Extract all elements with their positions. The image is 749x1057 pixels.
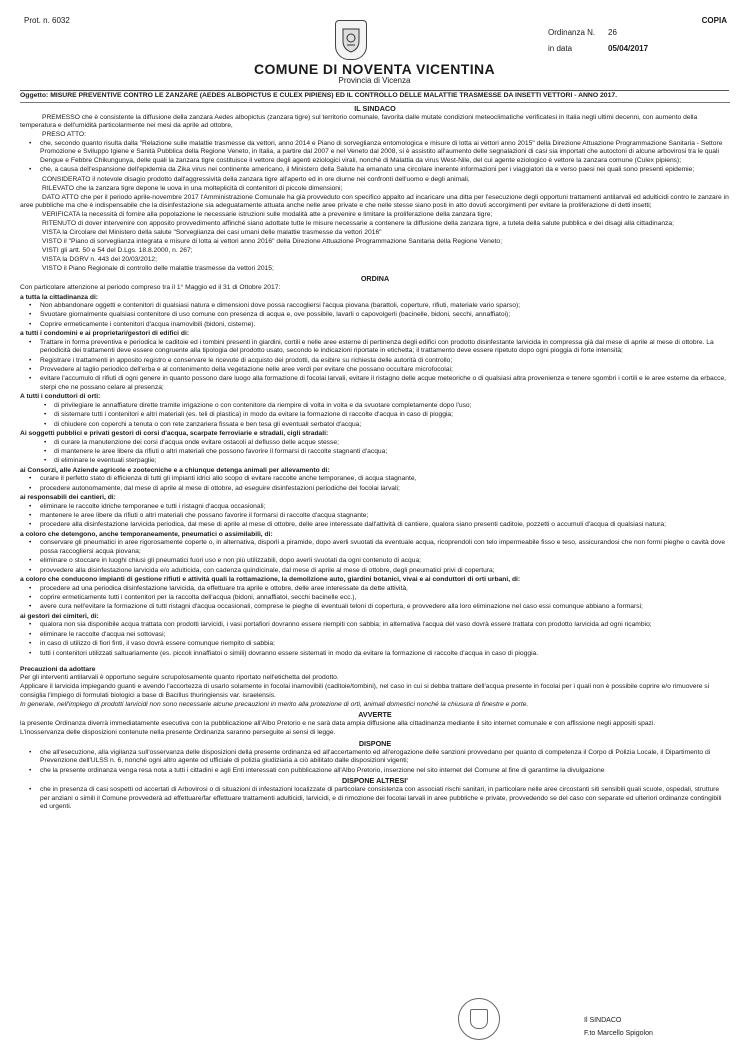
list-item: • evitare l'accumulo di rifiuti di ogni genere in quanto possono dare luogo alla formazione di focolai larvali, evitare il ristagno delle acque meteoriche o di qualsiasi altra provenienza e tenere sgombri i cortili e le aree esterne da erbacce, sterpi che ne possano celare al presenza; (40, 375, 730, 392)
period-line: Con particolare attenzione al periodo compreso tra il 1° Maggio ed il 31 di Ottobre 2017: (20, 284, 281, 292)
list-item: • di chiudere con coperchi a tenuta o con rete zanzariera fissata e ben tesa gli eventuali serbatoi d'acqua; (40, 421, 730, 429)
premesso-paragraph: PREMESSO che è consistente la diffusione della zanzara Aedes albopictus (zanzara tigre) sul territorio comunale, favorita dalle mutate condizioni meteoclimatiche verificatesi in Italia negli ultimi decenni, con aumento della temperatura e dell'umidità particolarmente nei mesi da aprile ad ottobre, (20, 113, 698, 130)
list-item: • di sistemare tutti i contenitori e altri materiali (es. teli di plastica) in modo da evitare la formazione di raccolte d'acqua in caso di pioggia; (40, 411, 730, 419)
avverte-text: la presente Ordinanza diverrà immediatamente esecutiva con la pubblicazione all'Albo Pretorio e ne sarà data ampia diffusione alla cittadinanza mediante il sito internet comunale e con affissione negli appositi spazi. (20, 720, 656, 728)
ordinance-date-label: in data (548, 44, 573, 53)
list-item: • procedere alla disinfestazione larvicida periodica, dal mese di aprile al mese di ottobre, delle aree interessate dall'attività di cantiere, qualora siano presenti caditoie, pozzetti o accumuli d'acqua di qualsiasi natura; (40, 521, 730, 529)
section-title: Ai soggetti pubblici e privati gestori di corsi d'acqua, scarpate ferroviarie e stradali, cigli stradali: (20, 430, 329, 438)
cittadinanza-list (20, 302, 730, 329)
section-title: ai gestori dei cimiteri, di: (20, 612, 99, 620)
list-item: • di eliminare le eventuali sterpaglie; (40, 457, 730, 465)
considerato-paragraph: CONSIDERATO il notevole disagio prodotto dall'aggressività della zanzara tigre all'aperto ed in ore diurne nei confronti dell'uomo e degli animali, (42, 175, 470, 183)
dispone-heading: DISPONE (358, 738, 392, 748)
list-item: • eliminare o stoccare in luoghi chiusi gli pneumatici fuori uso e non più utilizzabili, dopo averli svuotati da ogni contenuto di acqua; (40, 557, 730, 565)
page-title: COMUNE DI NOVENTA VICENTINA (253, 61, 496, 77)
precautions-title: Precauzioni da adottare (20, 666, 96, 673)
list-item: • che, secondo quanto risulta dalla "Relazione sulle malattie trasmesse da vettori, anno 2014 e Piano di sorveglianza entomologica e misure di lotta ai vettori anno 2015" della Direzione Attuazione Programmazione Sanitaria - Settore Promozione e Sviluppo Igiene e Sanità Pubblica della Regione Veneto, in Italia, a partire dal 2007 e nel Veneto dal 2008, si è assistito all'aumento delle segnalazioni di casi sia importati che autoctoni di alcune arbovirosi tra le quali Dengue e Febbre Chikungunya, delle quali la zanzara tigre costituisce il vettore degli agenti eziologici virali, nonché di Malattia da virus West-Nile, del cui agente eziologico è vettore la zanzara comune (Culex pipiens); (40, 140, 730, 165)
list-item: • Registrare i trattamenti in apposito registro e conservare le ricevute di acquisto dei prodotti, da esibire su richiesta delle autorità di controllo; (40, 357, 730, 365)
ordina-heading: ORDINA (360, 274, 390, 283)
municipal-crest-icon (335, 20, 367, 60)
list-item: • eliminare le raccolte d'acqua nei sottovasi; (40, 631, 730, 639)
list-item: • procedere ad una periodica disinfestazione larvicida, da effettuare tra aprile e ottobre, delle aree interessate da dette attività, (40, 585, 730, 593)
visti-line: VISTO il Piano Regionale di controllo delle malattie trasmesse da vettori 2015; (42, 264, 274, 272)
consorzi-list (20, 475, 730, 493)
list-item: • che, a causa dell'espansione dell'epidemia da Zika virus nei continente americano, il Ministero della Salute ha emanato una circolare inerente informazioni per i viaggiatori da e verso paesi nei quali sono presenti epidemie; (40, 166, 730, 174)
soggetti-list (20, 439, 730, 466)
precautions-text: Applicare il larvicida impiegando guanti e avendo l'accortezza di usarlo solamente in focolai inamovibili (caditoie/tombini), nel caso in cui si debba trattare dell'acqua presente in focolai per i quali non è possibile coprire e/o rimuovere si consiglia l'impiego di formulati biologici a base di Bacillus thuringiensis var. israelensis. (20, 683, 710, 699)
precautions-text: Per gli interventi antilarvali è opportuno seguire scrupolosamente quanto riportato nell'etichetta del prodotto. (20, 674, 339, 682)
dato-atto-paragraph: DATO ATTO che per il periodo aprile-novembre 2017 l'Amministrazione Comunale ha già provveduto con specifico appalto ad incaricare una ditta per l'esecuzione degli opportuni trattamenti antilarvali ed adulticidi contro le zanzare in aree pubbliche ma che è indispensabile che la disinfestazione sia adeguatamente attuata anche nelle aree private e che nelle stesse siano posti in atto dovuti accorgimenti per evitare la proliferazione di detti insetti; (20, 193, 729, 209)
signature-block (584, 1017, 653, 1043)
list-item: • conservare gli pneumatici in aree rigorosamente coperte o, in alternativa, disporli a piramide, dopo averli svuotati da eventuale acqua, ricoprendoli con telo impermeabile fisso e teso, assicurandosi che non formi pieghe o cavità dove possa raccogliersi acqua piovana; (40, 539, 730, 556)
list-item: • mantenere le aree libere da rifiuti o altri materiali che possano favorire il formarsi di raccolte d'acqua stagnante; (40, 512, 730, 520)
list-item: • Svuotare giornalmente qualsiasi contenitore di uso comune con presenza di acqua e, ove possibile, lavarli o capovolgerli (bacinelle, bidoni, secchi, annaffiatoi); (40, 311, 730, 319)
list-item: • Coprire ermeticamente i contenitori d'acqua inamovibili (bidoni, cisterne). (40, 321, 730, 329)
list-item: • eliminare le raccolte idriche temporanee e tutti i ristagni d'acqua occasionali; (40, 503, 730, 511)
list-item: • di privilegiare le annaffiature dirette tramite irrigazione o con contenitore da riempire di volta in volta e da svuotare completamente dopo l'uso; (40, 402, 730, 410)
rilevato-paragraph: RILEVATO che la zanzara tigre depone le uova in una molteplicità di contenitori di piccole dimensioni; (42, 184, 343, 192)
visti-line: VISTA la DGRV n. 443 del 20/03/2012; (42, 255, 157, 263)
list-item: • Non abbandonare oggetti e contenitori di qualsiasi natura e dimensioni dove possa raccogliersi l'acqua piovana (barattoli, coperture, rifiuti, materiale vario sparso); (40, 302, 730, 310)
list-item: • procedere autonomamente, dal mese di aprile al mese di ottobre, ad eseguire disinfestazioni periodiche dei focolai larvali; (40, 485, 730, 493)
list-item: • coprire ermeticamente tutti i contenitori per la raccolta dell'acqua (bidoni, annaffiatoi, secchi bacinelle ecc.), (40, 594, 730, 602)
section-title: ai Consorzi, alle Aziende agricole e zootecniche e a chiunque detenga animali per allevamento di: (20, 466, 330, 474)
precautions-note: In generale, nell'impiego di prodotti larvicidi non sono necessarie alcune precauzioni in merito alla protezione di orti, animali domestici nonché la chiusura di finestre e porte. (20, 700, 529, 708)
dispone-altresi-heading: DISPONE ALTRESI' (341, 776, 408, 785)
signature-title: Il SINDACO (584, 1017, 622, 1024)
list-item: • che all'esecuzione, alla vigilanza sull'osservanza delle disposizioni della presente ordinanza ed all'accertamento ed all'erogazione delle sanzioni provvedano per quanto di competenza il Corpo di Polizia Locale, il Dipartimento di Prevenzione dell'ULSS n. 6, nonché ogni altro agente od ufficiale di polizia giudiziaria a ciò abilitato dalle disposizioni vigenti; (40, 749, 730, 766)
document-header (0, 0, 749, 100)
avverte-text: L'inosservanza delle disposizioni contenute nella presente Ordinanza saranno perseguite ai sensi di legge. (20, 729, 336, 737)
page-subtitle: Provincia di Vicenza (338, 76, 411, 85)
visti-line: VISTO il "Piano di sorveglianza integrata e misure di lotta ai vettori anno 2016" della Direzione Attuazione Programmazione Sanitaria della Regione Veneto; (42, 237, 503, 245)
list-item: • Trattare in forma preventiva e periodica le caditoie ed i tombini presenti in giardini, cortili e nelle aree esterne di pertinenza degli edifici con prodotto disinfestante larvicida in compressa già dal mese di aprile al mese di ottobre. La periodicità dei trattamenti deve essere congruente alla tipologia del prodotto usato, secondo le indicazioni riportate in etichetta; il trattamento deve essere ripetuto dopo ogni pioggia di forte intensità; (40, 339, 730, 356)
cimiteri-list (20, 621, 730, 658)
ordinance-date-value: 05/04/2017 (608, 44, 649, 53)
condomini-list (20, 339, 730, 393)
preso-atto-list (20, 140, 730, 175)
cantieri-list (20, 503, 730, 530)
altresi-list (20, 786, 730, 811)
section-title: a coloro che detengono, anche temporaneamente, pneumatici o assimilabili, di: (20, 530, 273, 538)
impianti-list (20, 585, 730, 612)
section-title: ai responsabili dei cantieri, di: (20, 494, 116, 502)
list-item: • di mantenere le aree libere da rifiuti o altri materiali che possono favorire il formarsi di raccolte stagnanti d'acqua; (40, 448, 730, 456)
list-item: • che la presente ordinanza venga resa nota a tutti i cittadini e agli Enti interessati con pubblicazione all'Albo Pretorio, inserzione nel sito internet del Comune al fine di garantirne la divulgazione (40, 767, 730, 775)
verificata-paragraph: VERIFICATA la necessità di fornire alla popolazione le necessarie istruzioni sulle modalità atte a prevenire e limitare la proliferazione della zanzara tigre; (42, 210, 493, 218)
subject-line: Oggetto: MISURE PREVENTIVE CONTRO LE ZANZARE (AEDES ALBOPICTUS E CULEX PIPIENS) ED IL CONTROLLO DELLE MALATTIE TRASMESSE DA INSETTI VETTORI - ANNO 2017. (20, 92, 730, 103)
ordinance-number-value: 26 (608, 28, 617, 37)
list-item: • curare il perfetto stato di efficienza di tutti gli impianti idrici allo scopo di evitare raccolte anche temporanee, di acqua stagnante, (40, 475, 730, 483)
list-item: • avere cura nell'evitare la formazione di tutti ristagni d'acqua occasionali, comprese le pieghe di eventuali teloni di copertura, e provvedere alla loro eliminazione nel caso essi comunque abbiano a formarsi; (40, 603, 730, 611)
list-item: • di curare la manutenzione dei corsi d'acqua onde evitare ostacoli al deflusso delle acque stesse; (40, 439, 730, 447)
list-item: • provvedere alla disinfestazione larvicida e/o adulticida, con cadenza quindicinale, dal mese di aprile al mese di ottobre, degli pneumatici privi di copertura; (40, 567, 730, 575)
list-item: • in caso di utilizzo di fiori finti, il vaso dovrà essere comunque riempito di sabbia; (40, 640, 730, 648)
visti-line: VISTI gli artt. 50 e 54 del D.Lgs. 18.8.2000, n. 267; (42, 246, 193, 254)
section-title: a tutti i condomini e ai proprietari/gestori di edifici di: (20, 330, 190, 338)
protocol-number: Prot. n. 6032 (24, 16, 70, 25)
list-item: • qualora non sia disponibile acqua trattata con prodotti larvicidi, i vasi portafiori dovranno essere riempiti con sabbia; in alternativa l'acqua del vaso dovrà essere trattata con prodotto larvicida ad ogni ricambio; (40, 621, 730, 629)
copy-label: COPIA (701, 16, 727, 25)
visti-line: VISTA la Circolare del Ministero della salute "Sorveglianza dei casi umani delle malattie trasmesse da vettori 2016" (42, 228, 382, 236)
pneumatici-list (20, 539, 730, 575)
il-sindaco-heading: IL SINDACO (354, 103, 396, 113)
ordinance-number-label: Ordinanza N. (548, 28, 596, 37)
document-body (20, 92, 730, 812)
ordinance-info (548, 28, 668, 60)
section-title: a tutta la cittadinanza di: (20, 293, 99, 301)
list-item: • tutti i contenitori utilizzati saltuariamente (es. piccoli innaffiatoi o simili) dovranno essere sistemati in modo da evitare la formazione di raccolte d'acqua in caso di pioggia. (40, 650, 730, 658)
list-item: • che in presenza di casi sospetti od accertati di Arbovirosi o di situazioni di infestazioni localizzate di particolare consistenza con associati rischi sanitari, in particolare nelle aree circostanti siti sensibili quali scuole, ospedali, strutture per anziani o simili il Comune provvederà ad effettuare/far effettuare trattamenti adulticidi, larvicidi, e di rimozione dei focolai larvali in aree pubbliche e private, provvedendo se del caso con separate ed ulteriori ordinanze contingibili ed urgenti. (40, 786, 730, 811)
section-title: a coloro che conducono impianti di gestione rifiuti e attività quali la rottamazione, la demolizione auto, giardini botanici, vivai e ai conduttori di orti urbani, di: (20, 576, 521, 584)
avverte-heading: AVVERTE (358, 710, 392, 720)
preso-atto-label: PRESO ATTO: (42, 131, 86, 138)
signature-name: F.to Marcello Spigolon (584, 1029, 653, 1037)
conduttori-list (20, 402, 730, 429)
dispone-list (20, 749, 730, 775)
official-stamp-icon (458, 998, 500, 1040)
list-item: • Provvedere al taglio periodico dell'erba e al contenimento della vegetazione nelle aree verdi per evitare che possano occultare microfocolai; (40, 366, 730, 374)
header-divider (20, 90, 729, 91)
ritenuto-paragraph: RITENUTO di dover intervenire con apposito provvedimento affinché siano adottate tutte le misure necessarie a contenere la diffusione della zanzara tigre, a tutela della salute pubblica e dei disagi alla cittadinanza; (42, 219, 674, 227)
section-title: A tutti i conduttori di orti: (20, 393, 101, 401)
